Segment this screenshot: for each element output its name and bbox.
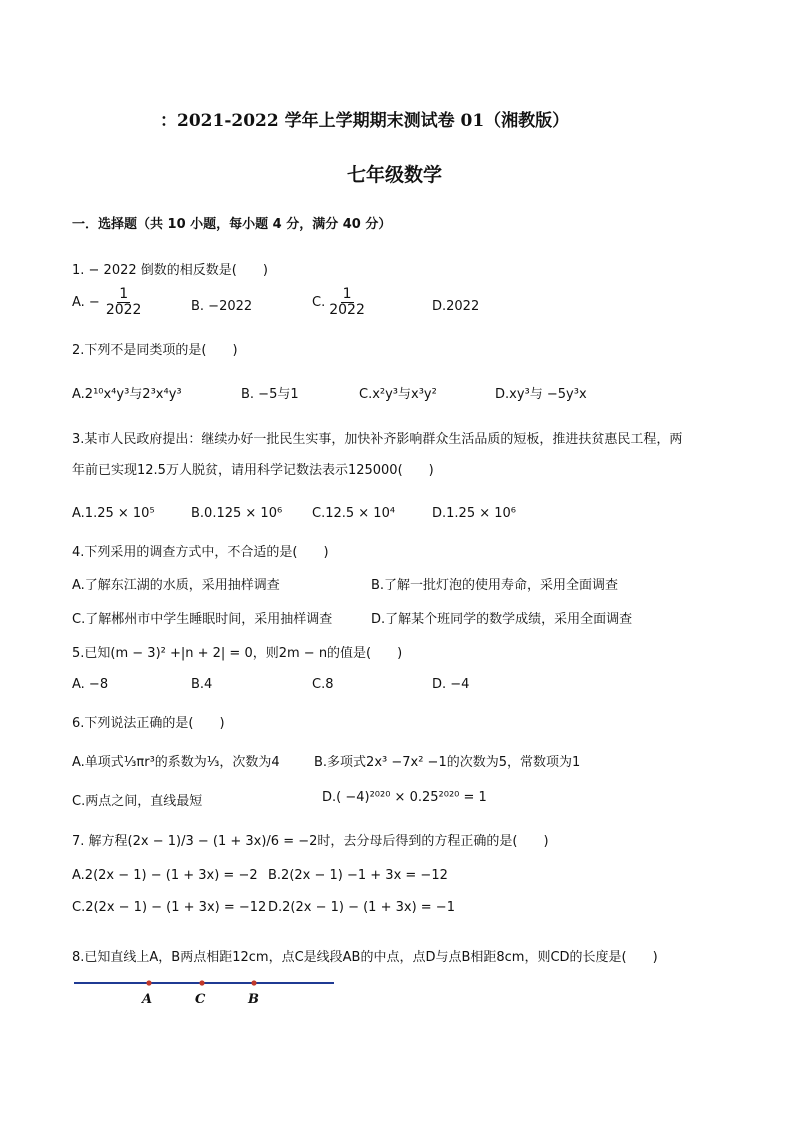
question-6-option-b: B.多项式2x³ −7x² −1的次数为5，常数项为1 xyxy=(314,755,581,770)
question-7-option-d: D.2(2x − 1) − (1 + 3x) = −1 xyxy=(268,900,455,915)
question-7-option-c: C.2(2x − 1) − (1 + 3x) = −12 xyxy=(72,900,267,915)
question-7-option-a: A.2(2x − 1) − (1 + 3x) = −2 xyxy=(72,868,258,883)
question-4-option-d: D.了解某个班同学的数学成绩，采用全面调查 xyxy=(371,612,633,627)
point-c-dot xyxy=(199,980,204,985)
question-3-option-a: A.1.25 × 10⁵ xyxy=(72,506,155,521)
question-1-option-a: A. − $\frac{1}{2022}$ xyxy=(72,286,142,319)
question-4-stem: 4.下列采用的调查方式中，不合适的是( ) xyxy=(72,545,329,560)
question-6-stem: 6.下列说法正确的是( ) xyxy=(72,716,225,731)
question-1-option-c: C. $\frac{1}{2022}$ xyxy=(312,286,365,319)
exam-title: ：2021-2022 学年上学期期末测试卷 01（湘教版） xyxy=(160,111,570,131)
question-5-stem: 5.已知(m − 3)² +|n + 2| = 0，则2m − n的值是( ) xyxy=(72,646,403,661)
question-8-stem: 8.已知直线上A，B两点相距12cm，点C是线段AB的中点，点D与点B相距8cm，则CD的长度是( ) xyxy=(72,950,658,965)
question-2-stem: 2.下列不是同类项的是( ) xyxy=(72,343,238,358)
question-1-option-b: B. −2022 xyxy=(191,299,253,314)
point-a-label: A xyxy=(142,992,153,1007)
question-3-line-1: 3.某市人民政府提出：继续办好一批民生实事，加快补齐影响群众生活品质的短板，推进扶贫惠民工程，两 xyxy=(72,432,683,447)
exam-subtitle: 七年级数学 xyxy=(347,164,443,186)
question-5-option-a: A. −8 xyxy=(72,677,109,692)
question-1-stem: 1. − 2022 倒数的相反数是( ) xyxy=(72,263,268,278)
question-2-option-c: C.x²y³与x³y² xyxy=(359,387,437,402)
question-3-option-b: B.0.125 × 10⁶ xyxy=(191,506,283,521)
question-3-option-c: C.12.5 × 10⁴ xyxy=(312,506,396,521)
section-heading: 一．选择题（共 10 小题，每小题 4 分，满分 40 分） xyxy=(72,217,392,232)
question-2-option-b: B. −5与1 xyxy=(241,387,299,402)
question-7-option-b: B.2(2x − 1) −1 + 3x = −12 xyxy=(268,868,448,883)
question-2-option-a: A.2¹⁰x⁴y³与2³x⁴y³ xyxy=(72,387,182,402)
question-8-line-diagram xyxy=(74,975,336,1011)
point-b-label: B xyxy=(248,992,259,1007)
point-c-label: C xyxy=(195,992,206,1007)
question-4-option-b: B.了解一批灯泡的使用寿命，采用全面调查 xyxy=(371,578,619,593)
question-2-option-d: D.xy³与 −5y³x xyxy=(495,387,587,402)
question-3-option-d: D.1.25 × 10⁶ xyxy=(432,506,516,521)
question-4-option-c: C.了解郴州市中学生睡眠时间，采用抽样调查 xyxy=(72,612,333,627)
question-6-option-a: A.单项式⅓πr³的系数为⅓，次数为4 xyxy=(72,755,280,770)
question-6-option-c: C.两点之间，直线最短 xyxy=(72,794,203,809)
question-3-line-2: 年前已实现12.5万人脱贫，请用科学记数法表示125000( ) xyxy=(72,463,434,478)
point-b-dot xyxy=(251,980,256,985)
question-5-option-d: D. −4 xyxy=(432,677,470,692)
point-a-dot xyxy=(146,980,151,985)
question-5-option-c: C.8 xyxy=(312,677,334,692)
question-6-option-d: D.( −4)²⁰²⁰ × 0.25²⁰²⁰ = 1 xyxy=(322,790,487,805)
question-1-option-d: D.2022 xyxy=(432,299,480,314)
question-7-stem: 7. 解方程(2x − 1)/3 − (1 + 3x)/6 = −2时，去分母后得到的方程正确的是( ) xyxy=(72,834,549,849)
question-5-option-b: B.4 xyxy=(191,677,213,692)
question-4-option-a: A.了解东江湖的水质，采用抽样调查 xyxy=(72,578,280,593)
